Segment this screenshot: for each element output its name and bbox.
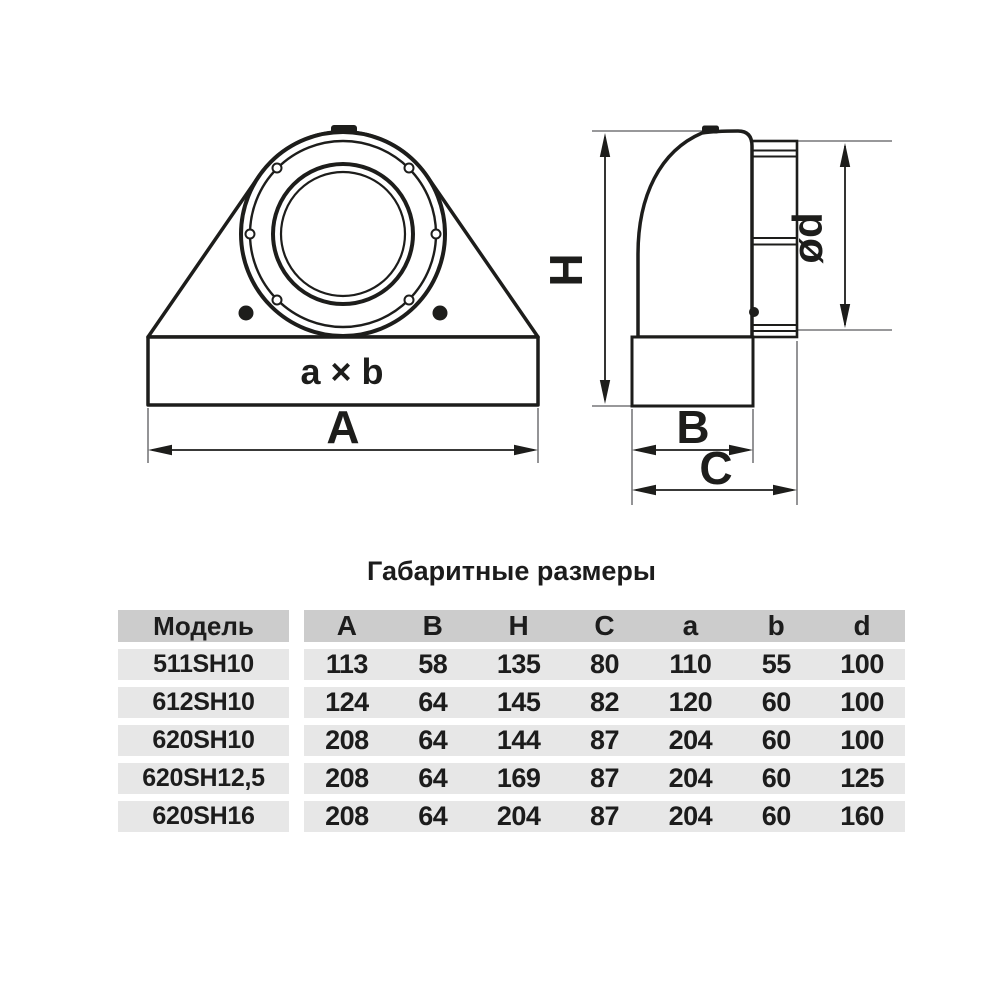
table-cell: 169 [476, 763, 562, 794]
table-cell: 208 [304, 801, 390, 832]
table-cell: 204 [647, 763, 733, 794]
arrowhead [600, 380, 610, 404]
column-gap [289, 763, 304, 794]
table-header-b: b [733, 610, 819, 642]
arrowhead [514, 445, 538, 455]
table-cell: 100 [819, 725, 905, 756]
side-view [540, 126, 892, 506]
ring-notch [405, 164, 414, 173]
column-gap [289, 801, 304, 832]
arrowhead [632, 485, 656, 495]
arrowhead [148, 445, 172, 455]
table-cell: 80 [562, 649, 648, 680]
table-header-model: Модель [118, 610, 289, 642]
table-header-a: a [647, 610, 733, 642]
duct-size-label: a × b [300, 351, 384, 392]
arrowhead [600, 133, 610, 157]
front-view [148, 125, 538, 463]
elbow-body-outline [638, 131, 752, 337]
ring-notch [273, 164, 282, 173]
side-top-tab [702, 126, 719, 134]
dimension-d-label: ød [784, 212, 831, 264]
arrowhead [840, 304, 850, 328]
table-cell: 145 [476, 687, 562, 718]
dimension-C-label: C [699, 442, 733, 494]
table-cell: 135 [476, 649, 562, 680]
screw-hole-right [433, 306, 448, 321]
screw-hole-left [239, 306, 254, 321]
arrowhead [632, 445, 656, 455]
ring-notch [273, 296, 282, 305]
table-cell: 60 [733, 763, 819, 794]
column-gap [289, 610, 304, 642]
table-row-model: 620SH10 [118, 725, 289, 756]
table-cell: 113 [304, 649, 390, 680]
table-cell: 208 [304, 763, 390, 794]
table-header-d: d [819, 610, 905, 642]
table-row-model: 612SH10 [118, 687, 289, 718]
table-header-B: B [390, 610, 476, 642]
table-cell: 64 [390, 801, 476, 832]
front-top-tab [331, 125, 357, 134]
table-cell: 58 [390, 649, 476, 680]
column-gap [289, 725, 304, 756]
spigot-tab [749, 307, 759, 317]
table-cell: 82 [562, 687, 648, 718]
table-cell: 64 [390, 687, 476, 718]
arrowhead [773, 485, 797, 495]
table-cell: 87 [562, 801, 648, 832]
table-cell: 87 [562, 763, 648, 794]
table-row-model: 620SH12,5 [118, 763, 289, 794]
table-cell: 144 [476, 725, 562, 756]
table-cell: 60 [733, 801, 819, 832]
table-cell: 124 [304, 687, 390, 718]
table-cell: 204 [647, 801, 733, 832]
table-cell: 100 [819, 649, 905, 680]
table-row-model: 620SH16 [118, 801, 289, 832]
column-gap [289, 649, 304, 680]
ring-notch [405, 296, 414, 305]
dimension-H-label: H [540, 253, 592, 287]
table-cell: 204 [647, 725, 733, 756]
column-gap [289, 687, 304, 718]
dimension-B-label: B [676, 401, 710, 453]
dimensions-table [118, 610, 905, 832]
table-cell: 100 [819, 687, 905, 718]
arrowhead [840, 143, 850, 167]
table-cell: 87 [562, 725, 648, 756]
dimension-A-label: A [326, 401, 360, 453]
table-cell: 160 [819, 801, 905, 832]
table-header-H: H [476, 610, 562, 642]
ring-notch [246, 230, 255, 239]
table-cell: 64 [390, 763, 476, 794]
table-header-A: A [304, 610, 390, 642]
table-cell: 208 [304, 725, 390, 756]
table-cell: 64 [390, 725, 476, 756]
table-cell: 55 [733, 649, 819, 680]
table-header-C: C [562, 610, 648, 642]
table-cell: 204 [476, 801, 562, 832]
table-cell: 60 [733, 725, 819, 756]
side-base-rect [632, 337, 753, 406]
table-row-model: 511SH10 [118, 649, 289, 680]
table-cell: 120 [647, 687, 733, 718]
ring-notch [432, 230, 441, 239]
table-title: Габаритные размеры [367, 556, 656, 586]
table-cell: 60 [733, 687, 819, 718]
table-cell: 110 [647, 649, 733, 680]
table-cell: 125 [819, 763, 905, 794]
